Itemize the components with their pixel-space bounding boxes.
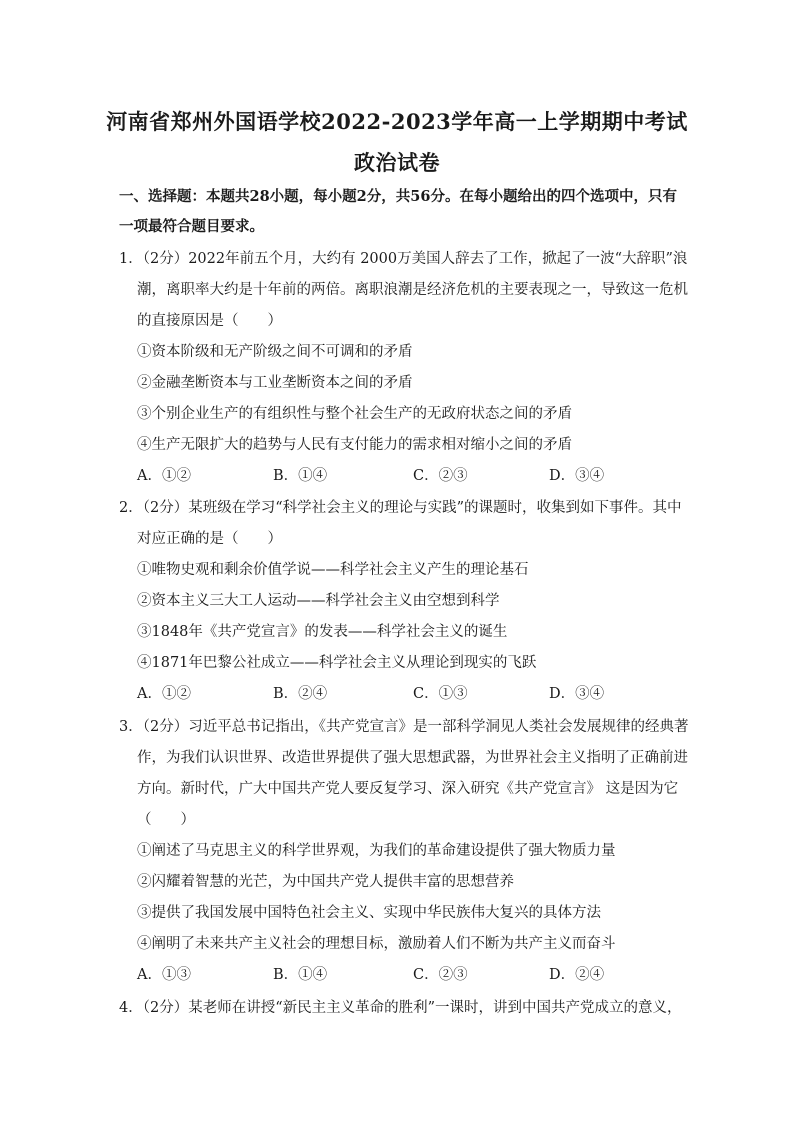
q1-options [137, 467, 657, 485]
q3-stem-line: 方向。新时代，广大中国共产党人要反复学习、深入研究《共产党宣言》 这是因为它 [137, 781, 679, 797]
q2-stem-line: 2．（2分）某班级在学习“科学社会主义的理论与实践”的课题时，收集到如下事件。其中 [119, 500, 682, 516]
q2-option-a[interactable]: A．①② [137, 686, 191, 702]
q3-option-c[interactable]: C．②③ [413, 967, 468, 983]
q1-item: ②金融垄断资本与工业垄断资本之间的矛盾 [137, 375, 413, 391]
q3-option-a[interactable]: A．①③ [137, 967, 191, 983]
section-header: 一、选择题：本题共28小题，每小题2分，共56分。在每小题给出的四个选项中，只有 [119, 188, 677, 205]
q4-stem-line: 4．（2分）某老师在讲授“新民主主义革命的胜利”一课时，讲到中国共产党成立的意义， [119, 1000, 682, 1016]
q1-item: ④生产无限扩大的趋势与人民有支付能力的需求相对缩小之间的矛盾 [137, 437, 572, 453]
q2-option-c[interactable]: C．①③ [413, 686, 468, 702]
q1-item: ③个别企业生产的有组织性与整个社会生产的无政府状态之间的矛盾 [137, 406, 572, 422]
q1-option-d[interactable]: D．③④ [549, 468, 605, 484]
q3-item: ③提供了我国发展中国特色社会主义、实现中华民族伟大复兴的具体方法 [137, 905, 601, 921]
q1-option-a[interactable]: A．①② [137, 468, 191, 484]
q1-item: ①资本阶级和无产阶级之间不可调和的矛盾 [137, 344, 413, 360]
exam-subtitle: 政治试卷 [354, 150, 440, 175]
q1-stem-line: 潮，离职率大约是十年前的两倍。离职浪潮是经济危机的主要表现之一，导致这一危机 [137, 282, 688, 298]
q2-item: ④1871年巴黎公社成立——科学社会主义从理论到现实的飞跃 [137, 655, 537, 671]
q3-option-d[interactable]: D．②④ [549, 967, 605, 983]
q3-stem-line: （ ） [137, 812, 195, 828]
q2-stem-line: 对应正确的是（ ） [137, 531, 282, 547]
q3-options [137, 966, 657, 984]
q3-stem-line: 作，为我们认识世界、改造世界提供了强大思想武器，为世界社会主义指明了正确前进 [137, 750, 688, 766]
q3-option-b[interactable]: B．①④ [273, 967, 328, 983]
q3-stem-line: 3．（2分）习近平总书记指出，《共产党宣言》是一部科学洞见人类社会发展规律的经典著 [119, 719, 689, 735]
q3-item: ④阐明了未来共产主义社会的理想目标，激励着人们不断为共产主义而奋斗 [137, 936, 616, 952]
q2-option-b[interactable]: B．②④ [273, 686, 328, 702]
section-header-cont: 一项最符合题目要求。 [119, 218, 264, 235]
q2-item: ②资本主义三大工人运动——科学社会主义由空想到科学 [137, 593, 500, 609]
q1-stem-line: 的直接原因是（ ） [137, 313, 282, 329]
q2-options [137, 685, 657, 703]
q1-option-b[interactable]: B．①④ [273, 468, 328, 484]
q3-item: ②闪耀着智慧的光芒，为中国共产党人提供丰富的思想营养 [137, 874, 514, 890]
q2-item: ①唯物史观和剩余价值学说——科学社会主义产生的理论基石 [137, 562, 529, 578]
q2-option-d[interactable]: D．③④ [549, 686, 605, 702]
q1-option-c[interactable]: C．②③ [413, 468, 468, 484]
q1-stem-line: 1．（2分）2022年前五个月，大约有 2000万美国人辞去了工作，掀起了一波“大辞职”浪 [119, 251, 688, 267]
q2-item: ③1848年《共产党宣言》的发表——科学社会主义的诞生 [137, 624, 508, 640]
q3-item: ①阐述了马克思主义的科学世界观，为我们的革命建设提供了强大物质力量 [137, 843, 616, 859]
exam-title: 河南省郑州外国语学校2022-2023学年高一上学期期中考试 [106, 109, 688, 134]
